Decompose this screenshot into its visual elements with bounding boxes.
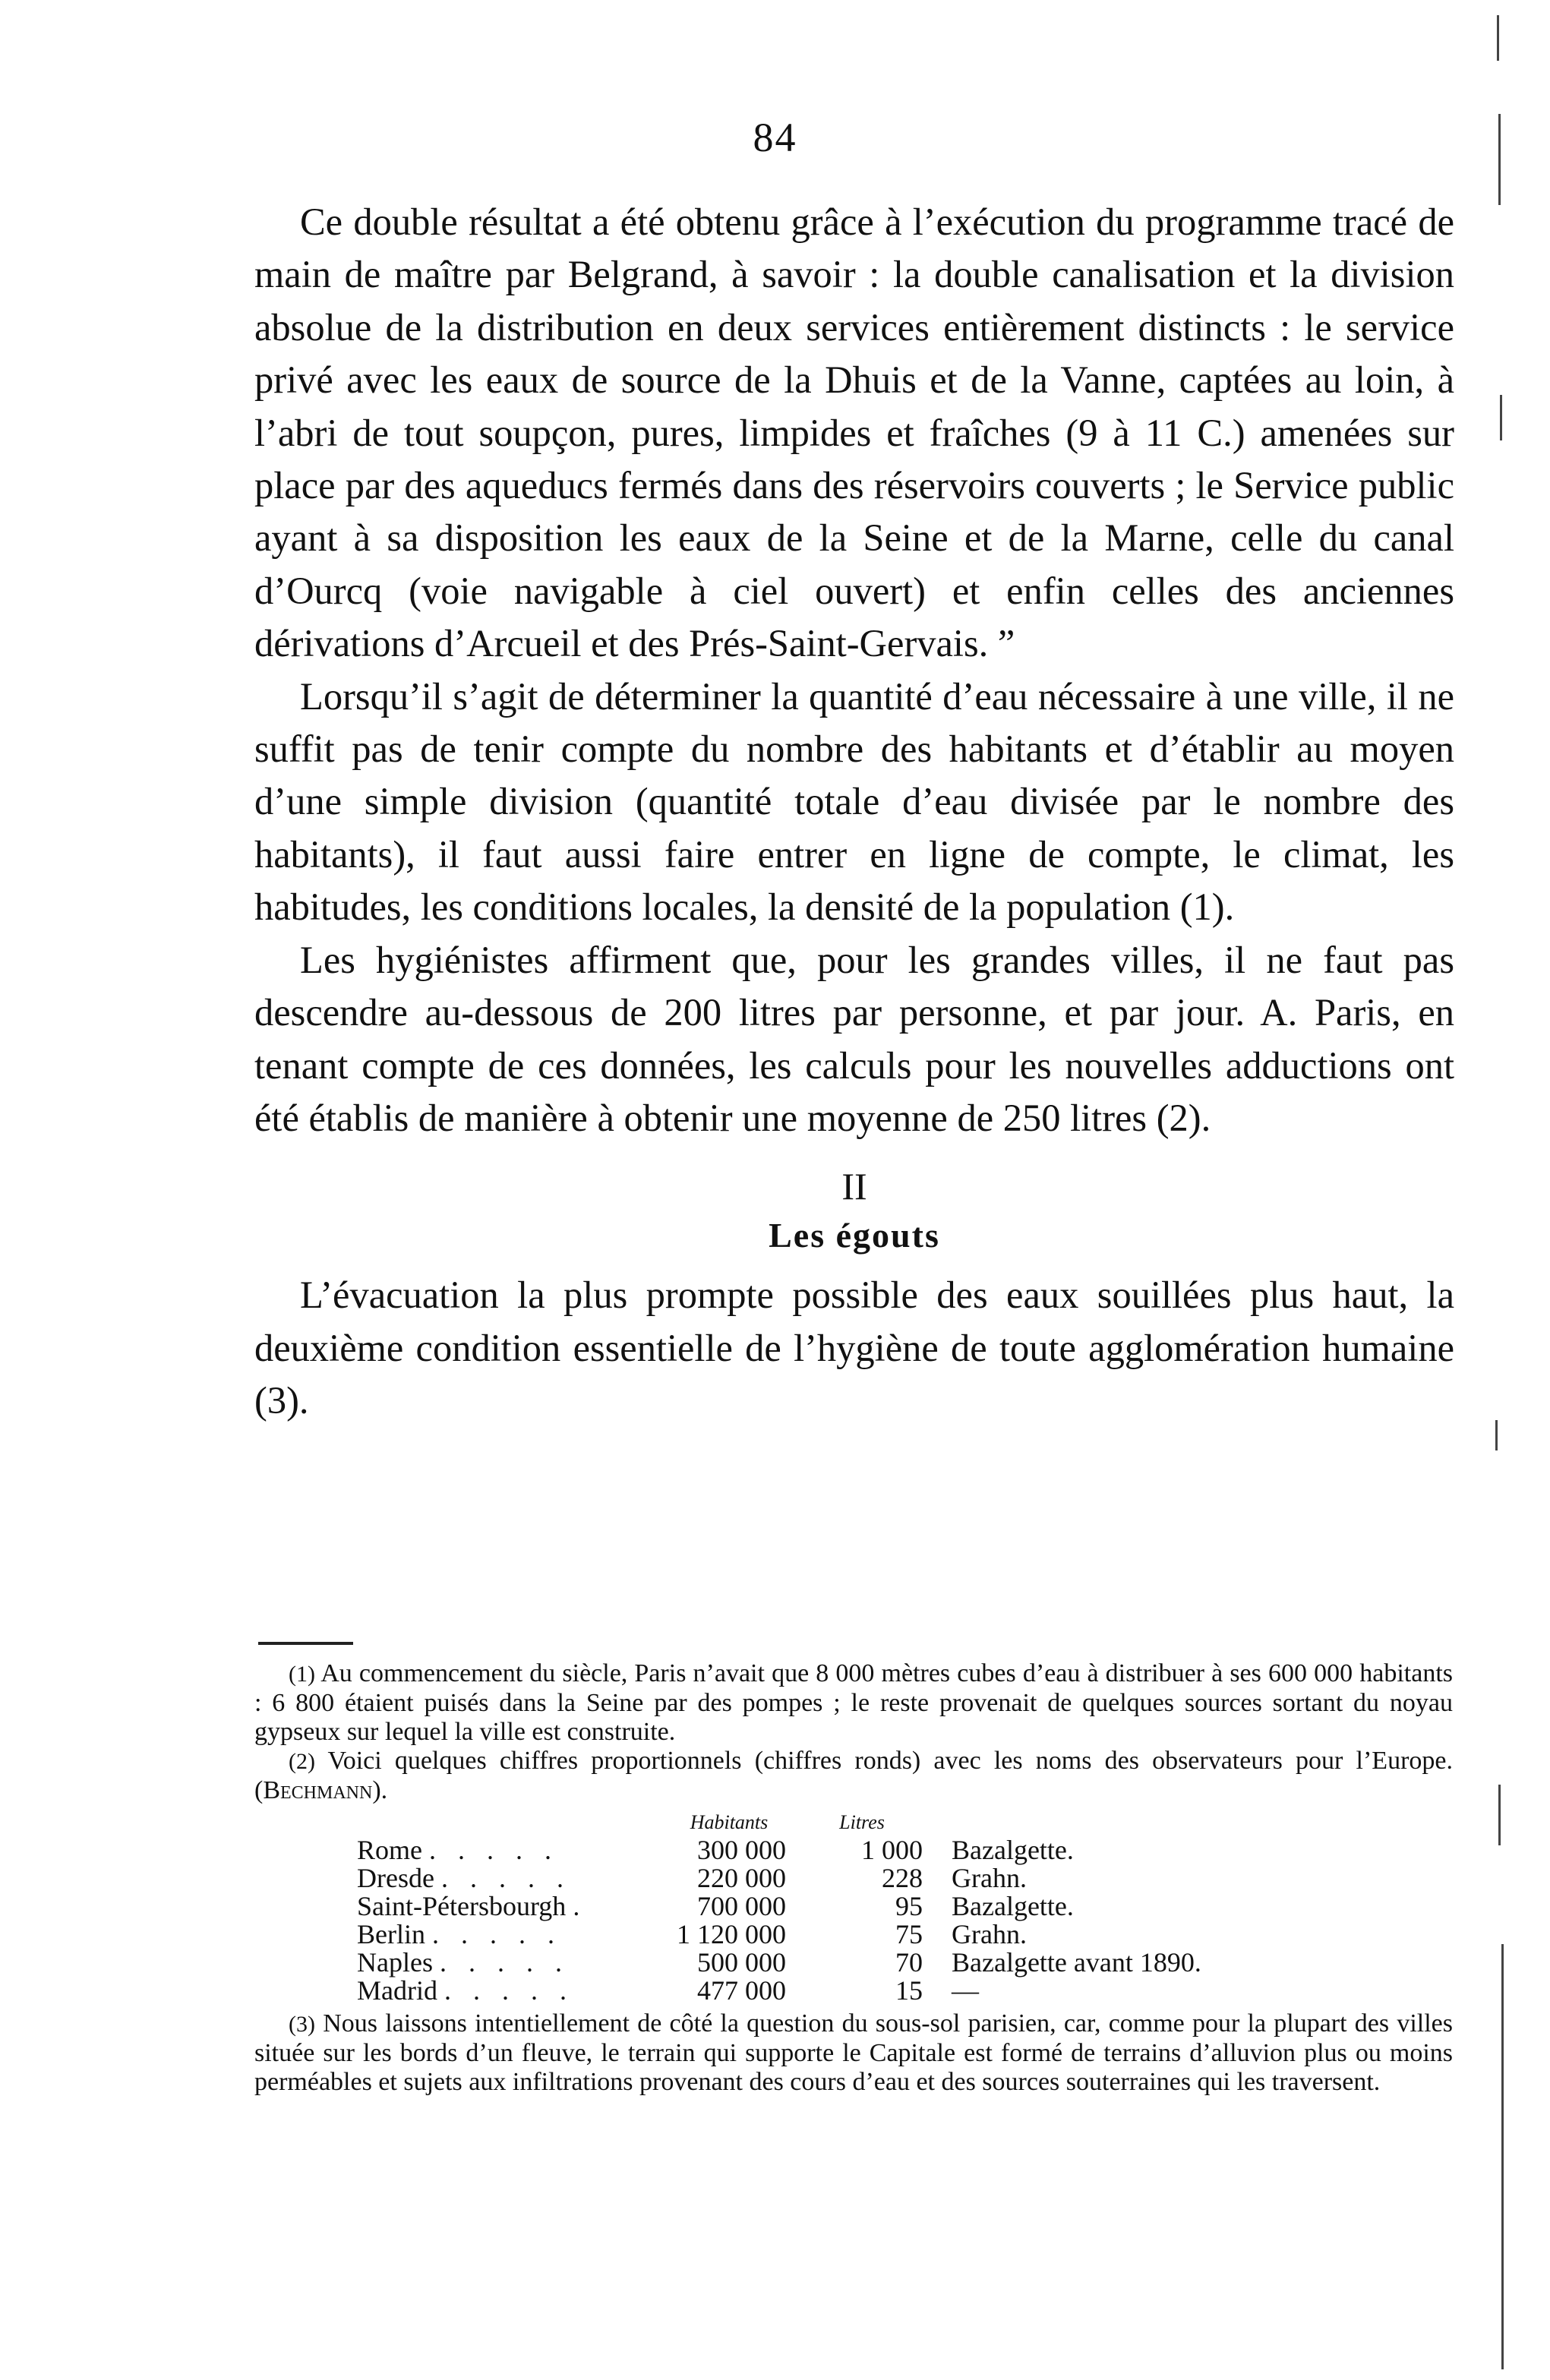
observer-cell: Grahn.: [952, 1919, 1027, 1949]
habitants-cell: 477 000: [697, 1975, 786, 2006]
leader-dots: . . . . .: [431, 1919, 562, 1949]
litres-cell: 1 000: [861, 1835, 923, 1865]
table-header-litres: Litres: [839, 1811, 885, 1833]
body-text: [254, 196, 1454, 1428]
observations-table: [349, 1808, 1209, 2005]
footnote-3-ref: (3): [289, 2012, 315, 2037]
footnote-3-text: Nous laissons intentiellement de côté la question du sous-sol parisien, car, comme pour la plupart des villes située sur les bords d’un fleuve, le terrain qui supporte le Capitale est formé de terrains d’alluvion plus ou moins perméables et sujets aux infiltrations provenant des cours d’eau et des sources souterraines qui les traversent.: [254, 2009, 1453, 2096]
footnote-2-text: Voici quelques chiffres proportionnels (chiffres ronds) avec les noms des observateurs pour l’Europe.: [327, 1747, 1453, 1775]
leader-dots: . . . . .: [440, 1863, 571, 1893]
habitants-cell: 700 000: [697, 1891, 786, 1921]
litres-cell: 228: [882, 1863, 923, 1893]
leader-dots: . . . . .: [444, 1975, 574, 2006]
section-number: II: [841, 1165, 867, 1208]
table-header-city: [349, 1808, 665, 1836]
city-name: Rome: [357, 1835, 422, 1865]
page-number: 84: [753, 115, 797, 160]
habitants-cell: 1 120 000: [677, 1919, 786, 1949]
footnotes: [254, 1659, 1453, 2097]
table-header-habitants: Habitants: [690, 1811, 769, 1833]
litres-cell: 75: [895, 1919, 923, 1949]
city-name: Madrid: [357, 1975, 437, 2006]
paragraph-1: Ce double résultat a été obtenu grâce à l’exécution du programme tracé de main de maître par Belgrand, à savoir : la double canalisation et la division absolue de la distribution en deux services entièrement distincts : le service privé avec les eaux de source de la Dhuis et de la Vanne, captées au loin, à l’abri de tout soupçon, pures, limpides et fraîches (9 à 11 C.) amenées sur place par des aqueducs fermés dans des réservoirs couverts ; le Service public ayant à sa disposition les eaux de la Seine et de la Marne, celle du canal d’Ourcq (voie navigable à ciel ouvert) et enfin celles des anciennes dérivations d’Arcueil et des Prés-Saint-Gervais. ”: [254, 200, 1454, 665]
paragraph-3: Les hygiénistes affirment que, pour les grandes villes, il ne faut pas descendre au-dessous de 200 litres par personne, et par jour. A. Paris, en tenant compte de ces données, les calculs pour les nouvelles adductions ont été établis de manière à obtenir une moyenne de 250 litres (2).: [254, 938, 1454, 1139]
observer-cell: Bazalgette avant 1890.: [952, 1947, 1201, 1978]
table-row: [349, 1892, 1209, 1921]
footnote-2-author: (Bechmann).: [254, 1776, 388, 1804]
table-row: [349, 1864, 1209, 1892]
city-name: Dresde: [357, 1863, 434, 1893]
observer-cell: Grahn.: [952, 1863, 1027, 1893]
leader-dots: . . . . .: [439, 1947, 570, 1978]
scan-edge-marks: [1489, 0, 1535, 2380]
paragraph-4: L’évacuation la plus prompte possible des eaux souillées plus haut, la deuxième condition essentielle de l’hygiène de toute agglomération humaine (3).: [254, 1274, 1454, 1422]
footnote-1: [254, 1659, 1453, 1747]
city-name: Naples: [357, 1947, 433, 1978]
habitants-cell: 500 000: [697, 1947, 786, 1978]
paragraph-2: Lorsqu’il s’agit de déterminer la quantité d’eau nécessaire à une ville, il ne suffit pas de tenir compte du nombre des habitants et d’établir au moyen d’une simple division (quantité totale d’eau divisée par le nombre des habitants), il faut aussi faire entrer en ligne de compte, le climat, les habitudes, les conditions locales, la densité de la population (1).: [254, 674, 1454, 929]
footnote-2-ref: (2): [289, 1749, 315, 1774]
table-row: [349, 1977, 1209, 2005]
footnote-1-ref: (1): [289, 1662, 315, 1687]
leader-dots: . . . . .: [429, 1835, 559, 1865]
habitants-cell: 300 000: [697, 1835, 786, 1865]
city-name: Saint-Pétersbourgh: [357, 1891, 567, 1921]
observer-cell: Bazalgette.: [952, 1891, 1074, 1921]
city-name: Berlin: [357, 1919, 425, 1949]
table-row: [349, 1921, 1209, 1949]
table-row: [349, 1836, 1209, 1864]
footnote-rule: [258, 1642, 353, 1645]
litres-cell: 95: [895, 1891, 923, 1921]
footnote-1-text: Au commencement du siècle, Paris n’avait que 8 000 mètres cubes d’eau à distribuer à ses 600 000 habitants : 6 800 étaient puisés dans la Seine par des pompes ; le reste provenait de quelques sources sortant du noyau gypseux sur lequel la ville est construite.: [254, 1659, 1453, 1746]
litres-cell: 70: [895, 1947, 923, 1978]
footnote-2: [254, 1747, 1453, 1805]
table-row: [349, 1949, 1209, 1977]
habitants-cell: 220 000: [697, 1863, 786, 1893]
observer-cell: —: [952, 1975, 979, 2006]
table-header-observer: [930, 1808, 1209, 1836]
section-title: Les égouts: [769, 1216, 940, 1255]
leader-dots: .: [573, 1891, 588, 1921]
footnote-3: [254, 2009, 1453, 2097]
litres-cell: 15: [895, 1975, 923, 2006]
observer-cell: Bazalgette.: [952, 1835, 1074, 1865]
